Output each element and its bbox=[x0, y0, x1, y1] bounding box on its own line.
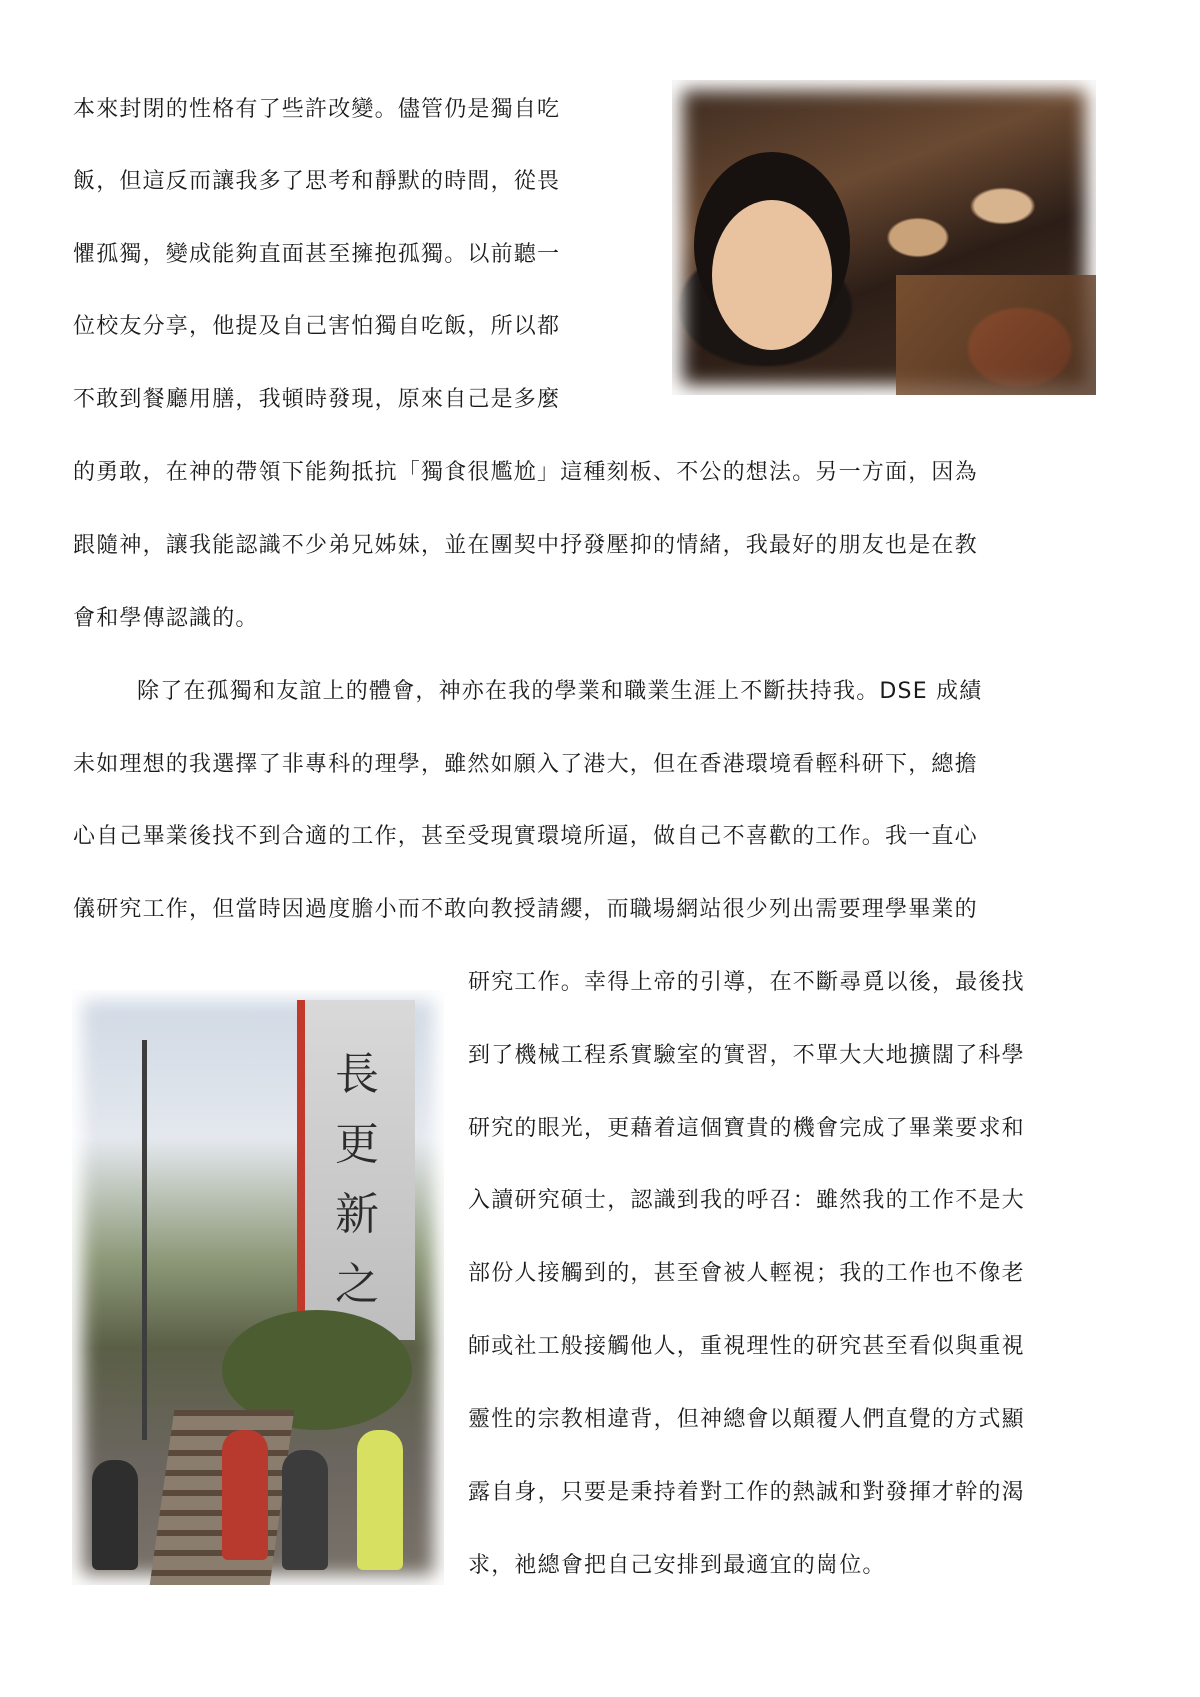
text-line: 本來封閉的性格有了些許改變。儘管仍是獨自吃 bbox=[73, 97, 561, 122]
text-line: 的勇敢，在神的帶領下能夠抵抗「獨食很尷尬」這種刻板、不公的想法。另一方面，因為 bbox=[73, 460, 978, 485]
text-line: 懼孤獨，變成能夠直面甚至擁抱孤獨。以前聽一 bbox=[73, 242, 561, 267]
text-line: 師或社工般接觸他人，重視理性的研究甚至看似與重視 bbox=[468, 1334, 1025, 1359]
text-line: 未如理想的我選擇了非專科的理學，雖然如願入了港大，但在香港環境看輕科研下，總擔 bbox=[73, 752, 978, 777]
text-line: 飯，但這反而讓我多了思考和靜默的時間，從畏 bbox=[73, 169, 561, 194]
text-line: 心自己畢業後找不到合適的工作，甚至受現實環境所逼，做自己不喜歡的工作。我一直心 bbox=[73, 824, 978, 849]
text-line: 到了機械工程系實驗室的實習，不單大大地擴闊了科學 bbox=[468, 1043, 1025, 1068]
person-figure bbox=[357, 1430, 403, 1570]
text-line: 部份人接觸到的，甚至會被人輕視；我的工作也不像老 bbox=[468, 1261, 1025, 1286]
hanging-banner bbox=[297, 1000, 415, 1340]
text-line: 儀研究工作，但當時因過度膽小而不敢向教授請纓，而職場網站很少列出需要理學畢業的 bbox=[73, 897, 978, 922]
text-line: 入讀研究碩士，認識到我的呼召：雖然我的工作不是大 bbox=[468, 1188, 1025, 1213]
text-line: 研究的眼光，更藉着這個寶貴的機會完成了畢業要求和 bbox=[468, 1116, 1025, 1141]
dinner-table-figure bbox=[896, 275, 1096, 395]
text-line: 除了在孤獨和友誼上的體會，神亦在我的學業和職業生涯上不斷扶持我。DSE 成績 bbox=[137, 679, 983, 704]
photo-friends-dinner bbox=[672, 80, 1096, 395]
text-line: 研究工作。幸得上帝的引導，在不斷尋覓以後，最後找 bbox=[468, 970, 1025, 995]
person-figure bbox=[92, 1460, 138, 1570]
text-line: 求，祂總會把自己安排到最適宜的崗位。 bbox=[468, 1553, 886, 1578]
text-line: 位校友分享，他提及自己害怕獨自吃飯，所以都 bbox=[73, 314, 561, 339]
banner-text: 長更新之 bbox=[335, 1049, 379, 1310]
text-line: 會和學傳認識的。 bbox=[73, 606, 259, 631]
person-figure bbox=[222, 1430, 268, 1560]
text-line: 露自身，只要是秉持着對工作的熱誠和對發揮才幹的渴 bbox=[468, 1480, 1025, 1505]
smiling-person-figure bbox=[712, 200, 832, 350]
text-line: 跟隨神，讓我能認識不少弟兄姊妹，並在團契中抒發壓抑的情緒，我最好的朋友也是在教 bbox=[73, 533, 978, 558]
utility-pole-figure bbox=[142, 1040, 147, 1440]
person-figure bbox=[282, 1450, 328, 1570]
text-line: 不敢到餐廳用膳，我頓時發現，原來自己是多麼 bbox=[73, 387, 561, 412]
photo-railway-group bbox=[72, 990, 444, 1585]
text-line: 靈性的宗教相違背，但神總會以顛覆人們直覺的方式顯 bbox=[468, 1407, 1025, 1432]
